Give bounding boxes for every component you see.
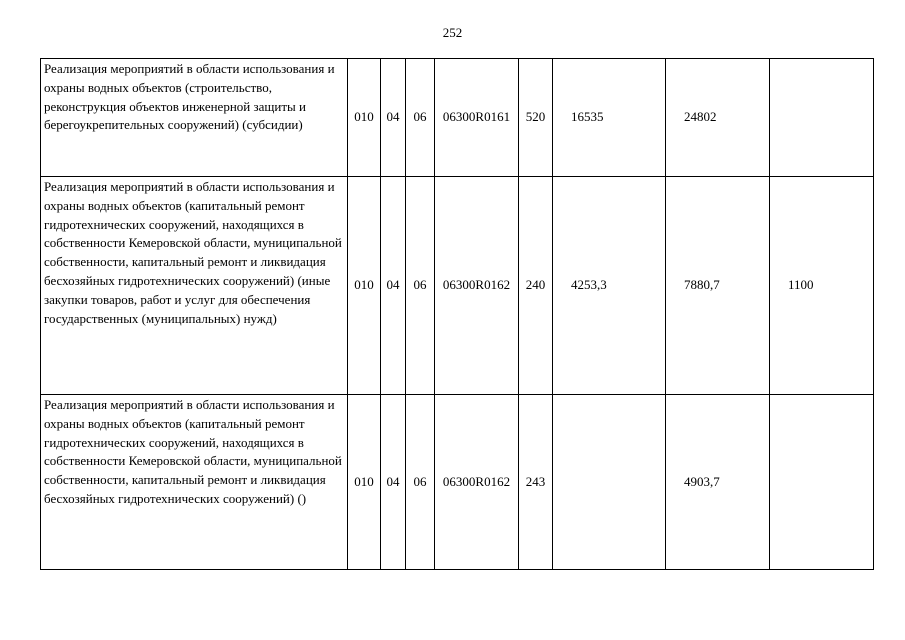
amount-1: 4253,3 <box>553 177 666 395</box>
expense-type-code: 520 <box>519 59 553 177</box>
section-code: 04 <box>381 59 406 177</box>
expense-type-code: 240 <box>519 177 553 395</box>
subsection-code: 06 <box>406 59 435 177</box>
section-code: 04 <box>381 177 406 395</box>
amount-2: 24802 <box>666 59 770 177</box>
subsection-code: 06 <box>406 395 435 570</box>
table-row <box>41 59 874 177</box>
section-code: 04 <box>381 395 406 570</box>
target-article-code: 06300R0162 <box>435 177 519 395</box>
amount-2: 4903,7 <box>666 395 770 570</box>
table-row <box>41 177 874 395</box>
amount-3 <box>770 59 874 177</box>
expense-name: Реализация мероприятий в области использования и охраны водных объектов (капитальный ремонт гидротехнических сооружений, находящихся в собственности Кемеровской области, муниципальной собственности, капитальный ремонт и ликвидация бесхозяйных гидротехнических сооружений) (иные закупки товаров, работ и услуг для обеспечения государственных (муниципальных) нужд) <box>41 177 348 395</box>
subsection-code: 06 <box>406 177 435 395</box>
ministry-code: 010 <box>348 59 381 177</box>
amount-2: 7880,7 <box>666 177 770 395</box>
ministry-code: 010 <box>348 395 381 570</box>
expense-type-code: 243 <box>519 395 553 570</box>
expense-name: Реализация мероприятий в области использования и охраны водных объектов (строительство, реконструкция объектов инженерной защиты и берегоукрепительных сооружений) (субсидии) <box>41 59 348 177</box>
amount-3: 1100 <box>770 177 874 395</box>
amount-3 <box>770 395 874 570</box>
table-row <box>41 395 874 570</box>
amount-1: 16535 <box>553 59 666 177</box>
target-article-code: 06300R0162 <box>435 395 519 570</box>
expense-name: Реализация мероприятий в области использования и охраны водных объектов (капитальный ремонт гидротехнических сооружений, находящихся в собственности Кемеровской области, муниципальной собственности, капитальный ремонт и ликвидация бесхозяйных гидротехнических сооружений) () <box>41 395 348 570</box>
amount-1 <box>553 395 666 570</box>
ministry-code: 010 <box>348 177 381 395</box>
page-number: 252 <box>442 25 463 40</box>
target-article-code: 06300R0161 <box>435 59 519 177</box>
budget-table <box>40 58 874 570</box>
